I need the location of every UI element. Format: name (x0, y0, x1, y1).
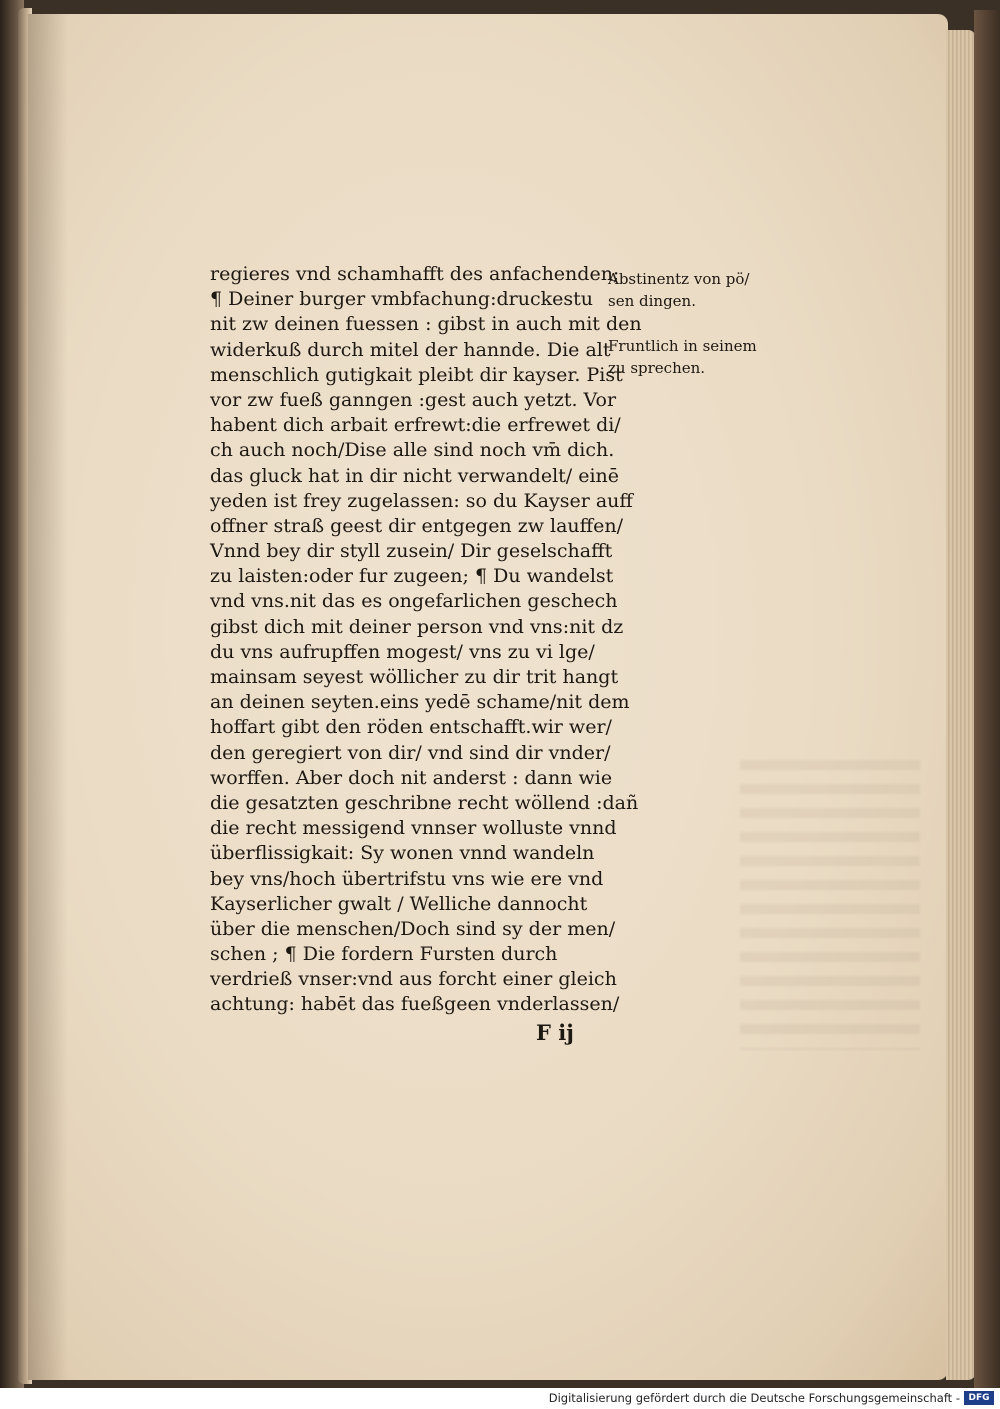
gutter-shadow (28, 14, 68, 1380)
text-line: hoffart gibt den röden entschafft.wir wer/ (210, 716, 612, 739)
text-line: mainsam seyest wöllicher zu dir trit hangt (210, 666, 619, 688)
page-stack-edge (946, 30, 976, 1380)
text-line: den geregiert von dir/ vnd sind dir vnder/ (210, 741, 611, 764)
margin-note (608, 268, 749, 312)
text-line: yeden ist frey zugelassen: so du Kayser auff (210, 489, 633, 512)
text-line: verdrieß vnser:vnd aus forcht einer gleich (210, 968, 617, 991)
text-line: über die menschen/Doch sind sy der men/ (210, 917, 616, 940)
margin-note-line: Abstinentz von pö/ (608, 270, 750, 288)
text-line: offner straß geest dir entgegen zw lauffen/ (210, 514, 624, 537)
book-cover-edge (974, 10, 1000, 1388)
text-line: du vns aufrupffen mogest/ vns zu vi lge/ (210, 640, 595, 663)
text-line: die gesatzten geschribne recht wöllend :dañ (210, 791, 639, 814)
margin-note-line: Fruntlich in seinem (608, 337, 757, 355)
text-line: schen ; ¶ Die fordern Fursten durch (210, 943, 558, 966)
margin-note-line: zu sprechen. (608, 359, 706, 377)
text-line: bey vns/hoch übertrifstu vns wie ere vnd (210, 867, 604, 890)
text-line: worffen. Aber doch nit anderst : dann wie (210, 766, 613, 789)
text-line: widerkuß durch mitel der hannde. Die alt (210, 338, 611, 361)
dfg-logo: DFG (964, 1391, 994, 1405)
text-line: Kayserlicher gwalt / Welliche dannocht (210, 892, 588, 915)
margin-note-line: sen dingen. (608, 292, 696, 310)
text-line: gibst dich mit deiner person vnd vns:nit dz (210, 615, 624, 638)
text-line: regieres vnd schamhafft des anfachenden; (210, 263, 620, 285)
text-line: überflissigkait: Sy wonen vnnd wandeln (210, 842, 595, 865)
text-line: vnd vns.nit das es ongefarlichen geschech (210, 590, 618, 613)
show-through-text (740, 760, 920, 1050)
text-line: vor zw fueß ganngen :gest auch yetzt. Vor (210, 388, 617, 411)
text-line: zu laisten:oder fur zugeen; ¶ Du wandelst (210, 565, 614, 588)
margin-note (608, 335, 757, 379)
text-line: Vnnd bey dir styll zusein/ Dir geselschafft (210, 540, 613, 563)
text-line: an deinen seyten.eins yedē schame/nit dem (210, 691, 630, 714)
text-line: ch auch noch/Dise alle sind noch vm̄ dich. (210, 439, 615, 462)
main-text-block (210, 262, 642, 1018)
signature-mark: F ij (536, 1020, 574, 1045)
text-line: achtung: habēt das fueßgeen vnderlassen/ (210, 993, 620, 1016)
text-line: menschlich gutigkait pleibt dir kayser. Pist (210, 363, 623, 386)
text-line: die recht messigend vnnser wolluste vnnd (210, 817, 617, 840)
footer-bar (0, 1388, 1000, 1409)
text-line: nit zw deinen fuessen : gibst in auch mit den (210, 313, 642, 336)
funding-credit: Digitalisierung gefördert durch die Deutsche Forschungsgemeinschaft - (548, 1391, 960, 1405)
text-line: das gluck hat in dir nicht verwandelt/ einē (210, 464, 620, 487)
text-line: ¶ Deiner burger vmbfachung:druckestu (210, 288, 593, 311)
text-line: habent dich arbait erfrewt:die erfrewet di/ (210, 414, 621, 437)
